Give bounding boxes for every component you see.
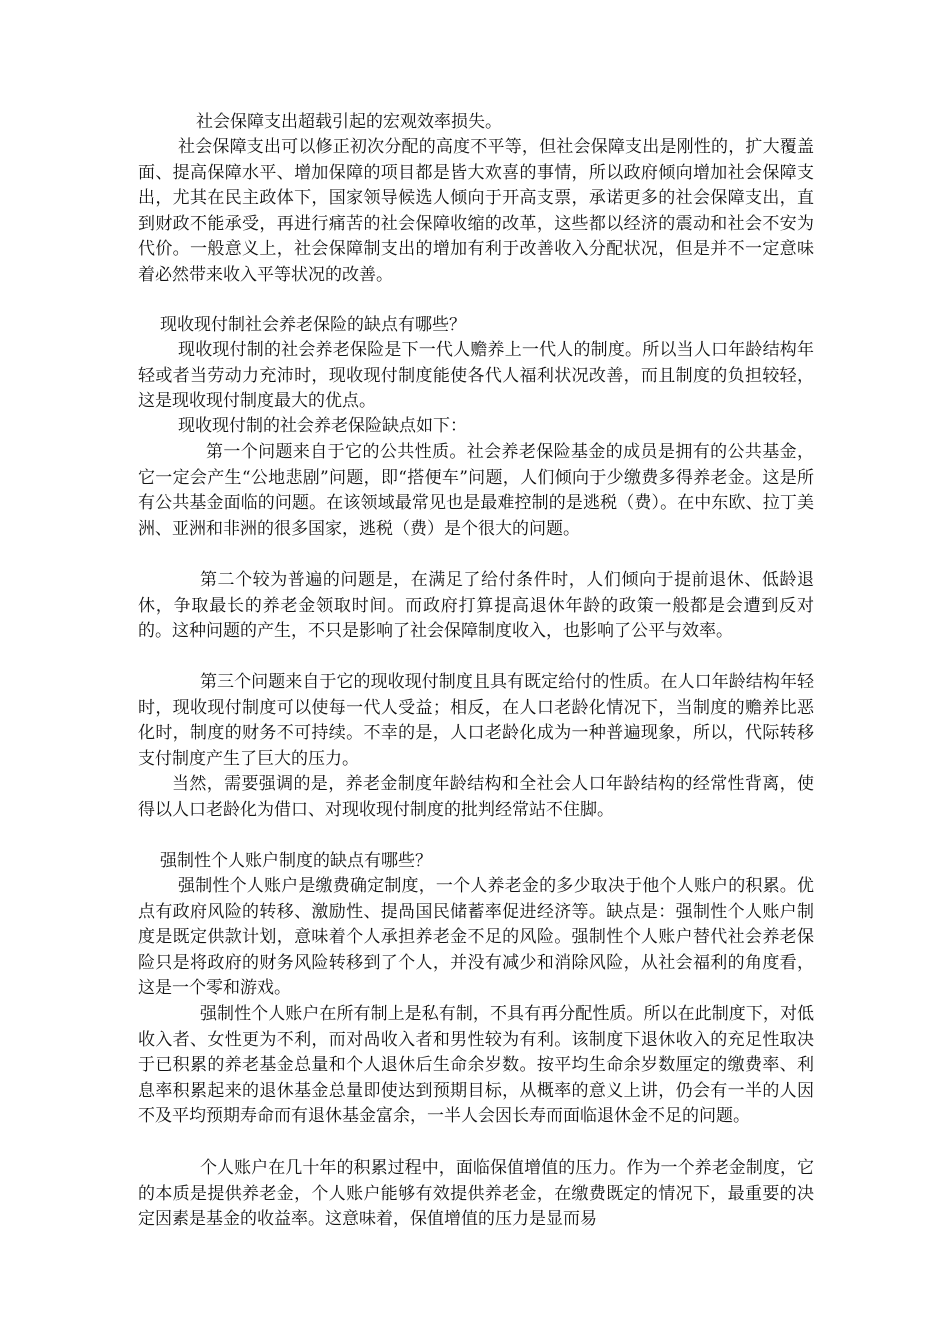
section2-paragraph-3 bbox=[138, 440, 814, 542]
section3-para2-text: 强制性个人账户在所有制上是私有制，不具有再分配性质。所以在此制度下，对低收入者、女性更为不利，而对咼收入者和男性较为有利。该制度下退休收入的充足性取决于已积累的养老基金总量和个人退休后生命余岁数。按平均生命余岁数厘定的缴费率、利息率积累起来的退休基金总量即使达到预期目标，从概率的意义上讲，仍会有一半的人因不及平均预期寿命而有退休基金富余，一半人会因长寿而面临退休金不足的问题。 bbox=[138, 1004, 814, 1127]
section1-heading: 社会保障支出超载引起的宏观效率损失。 bbox=[196, 112, 502, 132]
section2-para5-text: 第三个问题来自于它的现收现付制度且具有既定给付的性质。在人口年龄结构年轻时，现收现付制度可以使每一代人受益；相反，在人口老龄化情况下，当制度的赡养比恶化时，制度的财务不可持续。不幸的是，人口老龄化成为一种普遍现象，所以，代际转移支付制度产生了巨大的压力。 bbox=[138, 672, 814, 769]
section2-heading: 现收现付制社会养老保险的缺点有哪些？ bbox=[160, 315, 466, 335]
section2-paragraph-5 bbox=[138, 670, 814, 772]
section3-paragraph-3 bbox=[138, 1156, 814, 1233]
section3-heading: 强制性个人账户制度的缺点有哪些？ bbox=[160, 851, 432, 871]
section2-para6-text: 当然，需要强调的是，养老金制度年龄结构和全社会人口年龄结构的经常性背离，使得以人口老龄化为借口、对现收现付制度的批判经常站不住脚。 bbox=[138, 774, 814, 820]
section2-paragraph-6 bbox=[138, 772, 814, 823]
section3-para1-text: 强制性个人账户是缴费确定制度，一个人养老金的多少取决于他个人账户的积累。优点有政府风险的转移、激励性、提咼国民储蓄率促进经济等。缺点是：强制性个人账户制度是既定供款计划，意味着个人承担养老金不足的风险。强制性个人账户替代社会养老保险只是将政府的财务风险转移到了个人，并没有减少和消除风险，从社会福利的角度看，这是一个零和游戏。 bbox=[138, 876, 814, 999]
section1-para1-text: 社会保障支出可以修正初次分配的高度不平等，但社会保障支出是刚性的，扩大覆盖面、提高保障水平、增加保障的项目都是皆大欢喜的事情，所以政府倾向增加社会保障支出，尤其在民主政体下，国家领导候选人倾向于开高支票，承诺更多的社会保障支出，直到财政不能承受，再进行痛苦的社会保障收缩的改革，这些都以经济的震动和社会不安为代价。一般意义上，社会保障制支出的增加有利于改善收入分配状况，但是并不一定意味着必然带来收入平等状况的改善。 bbox=[138, 137, 814, 285]
section2-paragraph-2: 现收现付制的社会养老保险缺点如下： bbox=[178, 416, 467, 436]
section3-paragraph-1 bbox=[138, 874, 814, 1002]
section3-para3-text: 个人账户在几十年的积累过程中，面临保值增值的压力。作为一个养老金制度，它的本质是提供养老金，个人账户能够有效提供养老金，在缴费既定的情况下，最重要的决定因素是基金的收益率。这意味着，保值增值的压力是显而易 bbox=[138, 1158, 814, 1230]
section2-para3-text: 第一个问题来自于它的公共性质。社会养老保险基金的成员是拥有的公共基金，它一定会产生“公地悲剧”问题，即“搭便车”问题，人们倾向于少缴费多得养老金。这是所有公共基金面临的问题。在该领域最常见也是最难控制的是逃税（费）。在中东欧、拉丁美洲、亚洲和非洲的很多国家，逃税（费）是个很大的问题。 bbox=[138, 442, 814, 539]
section2-para4-text: 第二个较为普遍的问题是，在满足了给付条件时，人们倾向于提前退休、低龄退休，争取最长的养老金领取时间。而政府打算提高退休年龄的政策一般都是会遭到反对的。这种问题的产生，不只是影响了社会保障制度收入，也影响了公平与效率。 bbox=[138, 570, 814, 642]
section1-paragraph-1 bbox=[138, 135, 814, 289]
section2-paragraph-4 bbox=[138, 568, 814, 645]
section3-paragraph-2 bbox=[138, 1002, 814, 1130]
section2-para1-text: 现收现付制的社会养老保险是下一代人赡养上一代人的制度。所以当人口年龄结构年轻或者当劳动力充沛时，现收现付制度能使各代人福利状况改善，而且制度的负担较轻，这是现收现付制度最大的优点。 bbox=[138, 340, 814, 412]
section2-paragraph-1 bbox=[138, 338, 814, 415]
